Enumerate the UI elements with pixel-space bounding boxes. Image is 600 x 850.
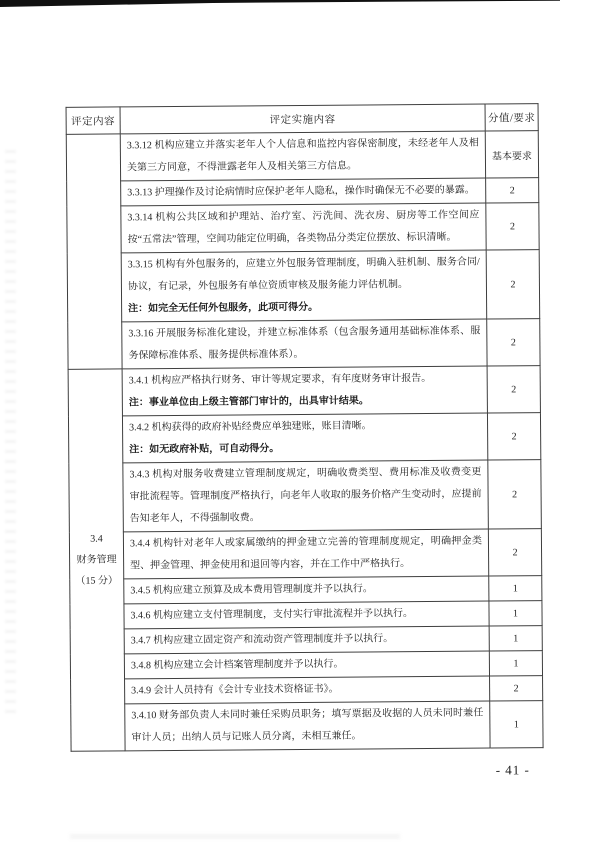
- table-row: [67, 178, 539, 207]
- page-number: - 41 -: [495, 762, 530, 778]
- table-row: [67, 203, 539, 254]
- item-content-cell: [122, 413, 487, 463]
- section-name: 财务管理: [76, 554, 117, 566]
- evaluation-table: [66, 103, 544, 752]
- evaluation-table-container: [66, 103, 543, 752]
- score-cell: 2: [487, 413, 540, 460]
- item-content-cell: [124, 576, 489, 604]
- score-cell: 1: [489, 626, 542, 651]
- score-cell: 2: [486, 203, 539, 250]
- item-content-cell: [125, 701, 490, 751]
- table-row: [67, 250, 540, 323]
- criteria-section-cell: [68, 369, 125, 751]
- item-text: 3.3.13 护理操作及讨论病情时应保护老年人隐私，操作时确保无不必要的暴露。: [127, 184, 475, 199]
- table-row: [70, 626, 542, 655]
- item-content-cell: [124, 626, 489, 654]
- table-header-row: [66, 104, 538, 135]
- item-text: 3.4.3 机构对服务收费建立管理制度规定，明确收费类型、费用标准及收费变更审批流程等。管理制度严格执行，向老年人收取的服务价格产生变动时，应提前告知老年人，不得强制收费。: [129, 466, 482, 525]
- item-text: 3.4.8 机构应建立会计档案管理制度并予以执行。: [130, 658, 344, 672]
- table-row: [68, 366, 540, 417]
- item-note: 注：如无政府补贴，可自动得分。: [129, 443, 280, 456]
- table-row: [66, 131, 538, 182]
- table-row: [71, 701, 543, 752]
- item-text: 3.4.9 会计人员持有《会计专业技术资格证书》。: [131, 683, 339, 697]
- score-cell: 2: [490, 676, 543, 701]
- item-text: 3.4.7 机构应建立固定资产和流动资产管理制度并予以执行。: [130, 633, 394, 647]
- item-content-cell: [121, 178, 486, 206]
- item-text: 3.4.4 机构针对老年人或家属缴纳的押金建立完善的管理制度规定，明确押金类型、押金管理、押金使用和退回等内容，并在工作中严格执行。: [129, 535, 482, 572]
- header-score: 分值/要求: [485, 104, 538, 131]
- item-content-cell: [125, 676, 490, 704]
- table-row: [69, 460, 542, 533]
- item-content-cell: [124, 601, 489, 629]
- item-content-cell: [124, 651, 489, 679]
- item-content-cell: [123, 529, 488, 579]
- header-criteria: 评定内容: [66, 107, 120, 134]
- item-text: 3.3.14 机构公共区域和护理站、治疗室、污洗间、洗衣房、厨房等工作空间应按“五常法”管理，空间功能定位明确，各类物品分类定位摆放、标识清晰。: [127, 209, 480, 246]
- item-content-cell: [121, 250, 487, 322]
- score-cell: 2: [486, 178, 539, 203]
- table-row: [70, 651, 542, 680]
- table-row: [69, 529, 541, 580]
- item-content-cell: [120, 131, 485, 181]
- item-text: 3.4.1 机构应严格执行财务、审计等规定要求，有年度财务审计报告。: [128, 372, 432, 387]
- score-cell: 基本要求: [485, 131, 538, 178]
- section-code: 3.4: [90, 533, 103, 545]
- score-cell: 1: [489, 601, 542, 626]
- item-text: 3.4.10 财务部负责人未同时兼任采购员职务；填写票据及收据的人员未同时兼任审计人员；出纳人员与记账人员分离，未相互兼任。: [131, 707, 484, 744]
- item-text: 3.4.2 机构获得的政府补贴经费应单独建账，账目清晰。: [129, 420, 372, 434]
- item-content-cell: [123, 460, 489, 532]
- header-implementation: 评定实施内容: [120, 104, 485, 134]
- item-note: 注：如完全无任何外包服务，此项可得分。: [128, 301, 319, 315]
- table-row: [68, 413, 540, 464]
- item-text: 3.4.6 机构应建立支付管理制度，支付实行审批流程并予以执行。: [130, 608, 414, 622]
- score-cell: 2: [488, 529, 541, 576]
- score-cell: 2: [486, 250, 540, 319]
- score-cell: 2: [488, 460, 542, 529]
- item-content-cell: [122, 366, 487, 416]
- section-points: （15 分）: [75, 575, 119, 587]
- score-cell: 1: [490, 701, 543, 748]
- item-text: 3.3.12 机构应建立并落实老年人个人信息和监控内容保密制度，未经老年人及相关第三方同意，不得泄露老年人及相关第三方信息。: [126, 137, 479, 174]
- score-cell: 1: [489, 576, 542, 601]
- item-text: 3.4.5 机构应建立预算及成本费用管理制度并予以执行。: [130, 583, 373, 597]
- score-cell: 2: [487, 319, 540, 366]
- table-row: [70, 576, 542, 605]
- item-text: 3.3.15 机构有外包服务的，应建立外包服务管理制度，明确入驻机制、服务合同/协议，有记录，外包服务有单位资质审核及服务能力评估机制。: [127, 256, 480, 293]
- table-row: [71, 676, 543, 705]
- criteria-section-cell-empty: [66, 134, 122, 369]
- score-cell: 1: [489, 651, 542, 676]
- item-content-cell: [122, 319, 487, 369]
- table-row: [70, 601, 542, 630]
- table-row: [68, 319, 540, 370]
- score-cell: 2: [487, 366, 540, 413]
- item-content-cell: [121, 203, 486, 253]
- item-note: 注：事业单位由上级主管部门审计的，出具审计结果。: [128, 395, 369, 409]
- item-text: 3.3.16 开展服务标准化建设，并建立标准体系（包含服务通用基础标准体系、服务保障标准体系、服务提供标准体系）。: [128, 325, 481, 362]
